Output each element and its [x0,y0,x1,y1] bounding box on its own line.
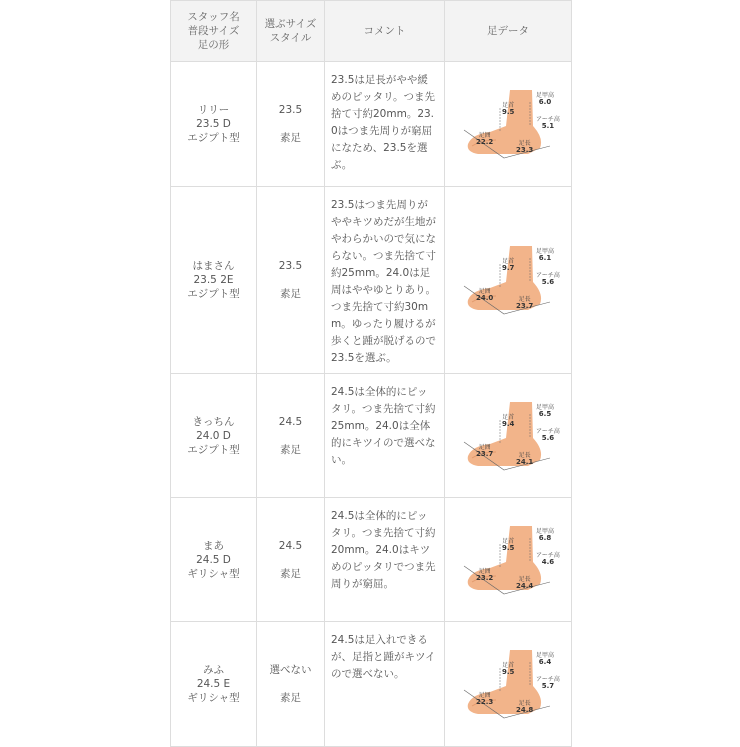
wear-style: 素足 [280,692,301,704]
staff-cell [171,187,257,374]
chosen-size: 24.5 [278,415,303,428]
staff-info: きっちん 24.0 D エジプト型 [187,415,240,456]
table-row [171,187,572,374]
staff-info: リリー 23.5 D エジプト型 [187,104,240,144]
staff-cell [171,62,257,187]
size-cell [257,498,325,622]
arch-label: アーチ高 5.6 [536,272,560,286]
foot-data-cell [445,374,572,498]
comment-text: 24.5は全体的にピッタリ。つま先捨て寸約25mm。24.0は全体的にキツイので選べない。 [331,386,436,466]
header-comment: コメント [325,1,445,62]
comment-cell [325,62,445,187]
table-row [171,62,572,187]
foot-diagram [458,86,558,162]
foot-data-cell [445,498,572,622]
ankle-label: 足首 9.5 [502,102,515,116]
comment-cell [325,622,445,747]
ankle-label: 足首 9.5 [502,662,515,676]
size-cell [257,374,325,498]
foot-data-cell [445,187,572,374]
foot-diagram [458,398,558,474]
comment-cell [325,498,445,622]
size-cell [257,62,325,187]
instep-label: 足甲高 6.0 [536,92,555,106]
comment-text: 23.5はつま先周りがややキツめだが生地がやわらかいので気にならない。つま先捨て寸約25mm。24.0は足周はややゆとりあり。つま先捨て寸約30mm。ゆったり履けるが歩くと踵が脱げるので23.5を選ぶ。 [331,199,436,364]
comment-text: 24.5は全体的にピッタリ。つま先捨て寸約20mm。24.0はキツめのピッタリでつま先周りが窮屈。 [331,510,436,590]
length-label: 足長 24.4 [516,575,534,590]
arch-label: アーチ高 5.7 [536,676,560,690]
girth-label: 足囲 23.7 [476,443,494,458]
wear-style: 素足 [280,567,301,580]
staff-info: まあ 24.5 D ギリシャ型 [187,539,240,580]
instep-label: 足甲高 6.5 [536,403,555,418]
staff-cell [171,374,257,498]
length-label: 足長 23.3 [516,140,534,154]
table-row [171,498,572,622]
header-footdata: 足データ [445,1,572,62]
foot-diagram [458,242,558,318]
foot-data-cell [445,62,572,187]
foot-diagram [458,646,558,722]
header-staff: スタッフ名 普段サイズ 足の形 [171,1,257,62]
ankle-label: 足首 9.7 [502,258,515,272]
size-cell [257,187,325,374]
ankle-label: 足首 9.4 [502,413,515,428]
wear-style: 素足 [280,443,301,456]
chosen-size: 23.5 [278,260,303,272]
instep-label: 足甲高 6.8 [536,527,555,542]
table-row [171,374,572,498]
arch-label: アーチ高 5.1 [536,116,560,130]
length-label: 足長 24.8 [516,700,534,714]
instep-label: 足甲高 6.4 [536,652,555,666]
ankle-label: 足首 9.5 [502,537,515,552]
instep-label: 足甲高 6.1 [536,248,555,262]
table-row [171,622,572,747]
girth-label: 足囲 22.2 [476,132,494,146]
chosen-size: 24.5 [278,539,303,552]
girth-label: 足囲 23.2 [476,567,494,582]
arch-label: アーチ高 5.6 [536,427,560,442]
staff-cell [171,498,257,622]
staff-cell [171,622,257,747]
girth-label: 足囲 22.3 [476,692,494,706]
arch-label: アーチ高 4.6 [536,551,560,566]
size-table [170,0,572,747]
length-label: 足長 24.1 [516,451,534,466]
chosen-size: 選べない [269,664,312,676]
staff-info: みふ 24.5 E ギリシャ型 [187,664,240,704]
comment-cell [325,374,445,498]
comment-text: 23.5は足長がやや緩めのピッタリ。つま先捨て寸約20mm。23.0はつま先周りが窮屈になため、23.5を選ぶ。 [331,74,436,171]
chosen-size: 23.5 [278,104,303,116]
length-label: 足長 23.7 [516,296,534,310]
wear-style: 素足 [280,132,301,144]
table-header-row [171,1,572,62]
comment-text: 24.5は足入れできるが、足指と踵がキツイので選べない。 [331,634,436,680]
header-size: 選ぶサイズ スタイル [257,1,325,62]
size-cell [257,622,325,747]
foot-data-cell [445,622,572,747]
girth-label: 足囲 24.0 [476,288,494,302]
foot-diagram [458,522,558,598]
comment-cell [325,187,445,374]
wear-style: 素足 [280,288,301,300]
staff-info: はまさん 23.5 2E エジプト型 [187,260,240,300]
